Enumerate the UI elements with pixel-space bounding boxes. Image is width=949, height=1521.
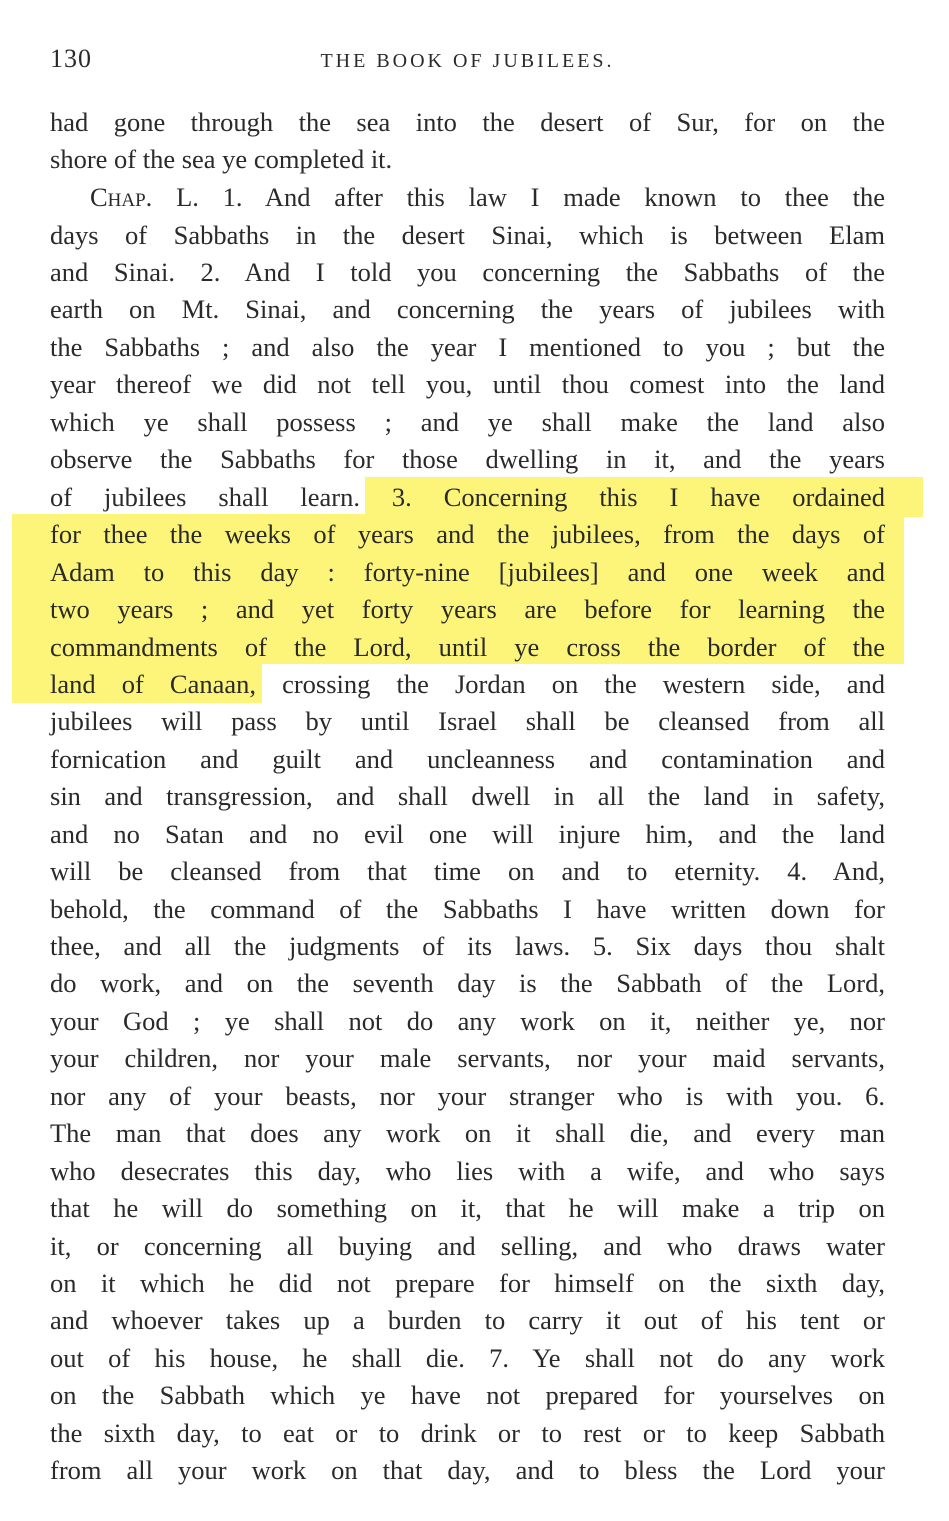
text-line: do work, and on the seventh day is the Sabbath of the Lord, [50, 968, 885, 998]
text-line: thee, and all the judgments of its laws. 5. Six days thou shalt [50, 931, 885, 961]
text-line: that he will do something on it, that he will make a trip on [50, 1193, 885, 1223]
text-line: the Sabbaths ; and also the year I mentioned to you ; but the [50, 332, 885, 362]
text-line: and whoever takes up a burden to carry it out of his tent or [50, 1305, 885, 1335]
text-line: of jubilees shall learn. 3. Concerning this I have ordained [50, 482, 885, 512]
text-line: from all your work on that day, and to bless the Lord your [50, 1455, 885, 1485]
text-line: on the Sabbath which ye have not prepared for yourselves on [50, 1380, 885, 1410]
chapter-label: Chap. [90, 182, 153, 212]
text-line: jubilees will pass by until Israel shall be cleansed from all [50, 706, 885, 736]
highlighted-line: Adam to this day : forty-nine [jubilees] and one week and [50, 557, 885, 587]
text-line: on it which he did not prepare for himself on the sixth day, [50, 1268, 885, 1298]
highlighted-line: commandments of the Lord, until ye cross the border of the [50, 632, 885, 662]
text-line: had gone through the sea into the desert of Sur, for on the [50, 107, 885, 137]
highlighted-line: for thee the weeks of years and the jubilees, from the days of [50, 519, 885, 549]
text-line: and no Satan and no evil one will injure him, and the land [50, 819, 885, 849]
text-line: out of his house, he shall die. 7. Ye shall not do any work [50, 1343, 885, 1373]
text-line: behold, the command of the Sabbaths I have written down for [50, 894, 885, 924]
text-line: sin and transgression, and shall dwell in all the land in safety, [50, 781, 885, 811]
text-line: fornication and guilt and uncleanness and contamination and [50, 744, 885, 774]
text-line: will be cleansed from that time on and to eternity. 4. And, [50, 856, 885, 886]
text-line: your children, nor your male servants, nor your maid servants, [50, 1043, 885, 1073]
chapter-heading-line: Chap. L. 1. And after this law I made known to thee the [90, 182, 885, 212]
text-line: who desecrates this day, who lies with a wife, and who says [50, 1156, 885, 1186]
text-line: land of Canaan, crossing the Jordan on the western side, and [50, 669, 885, 699]
page-number: 130 [50, 44, 92, 73]
text-line: observe the Sabbaths for those dwelling in it, and the years [50, 444, 885, 474]
text-line: days of Sabbaths in the desert Sinai, which is between Elam [50, 220, 885, 250]
text-line: it, or concerning all buying and selling, and who draws water [50, 1231, 885, 1261]
text-line: The man that does any work on it shall die, and every man [50, 1118, 885, 1148]
highlighted-line: two years ; and yet forty years are before for learning the [50, 594, 885, 624]
text-line: and Sinai. 2. And I told you concerning the Sabbaths of the [50, 257, 885, 287]
text-line: your God ; ye shall not do any work on it, neither ye, nor [50, 1006, 885, 1036]
text-line: which ye shall possess ; and ye shall make the land also [50, 407, 885, 437]
page-header [50, 44, 885, 84]
text-line: earth on Mt. Sinai, and concerning the years of jubilees with [50, 294, 885, 324]
running-title: THE BOOK OF JUBILEES. [320, 50, 615, 72]
text-line: year thereof we did not tell you, until thou comest into the land [50, 369, 885, 399]
text-line: nor any of your beasts, nor your stranger who is with you. 6. [50, 1081, 885, 1111]
text-line: shore of the sea ye completed it. [50, 144, 393, 174]
text-line: the sixth day, to eat or to drink or to rest or to keep Sabbath [50, 1418, 885, 1448]
